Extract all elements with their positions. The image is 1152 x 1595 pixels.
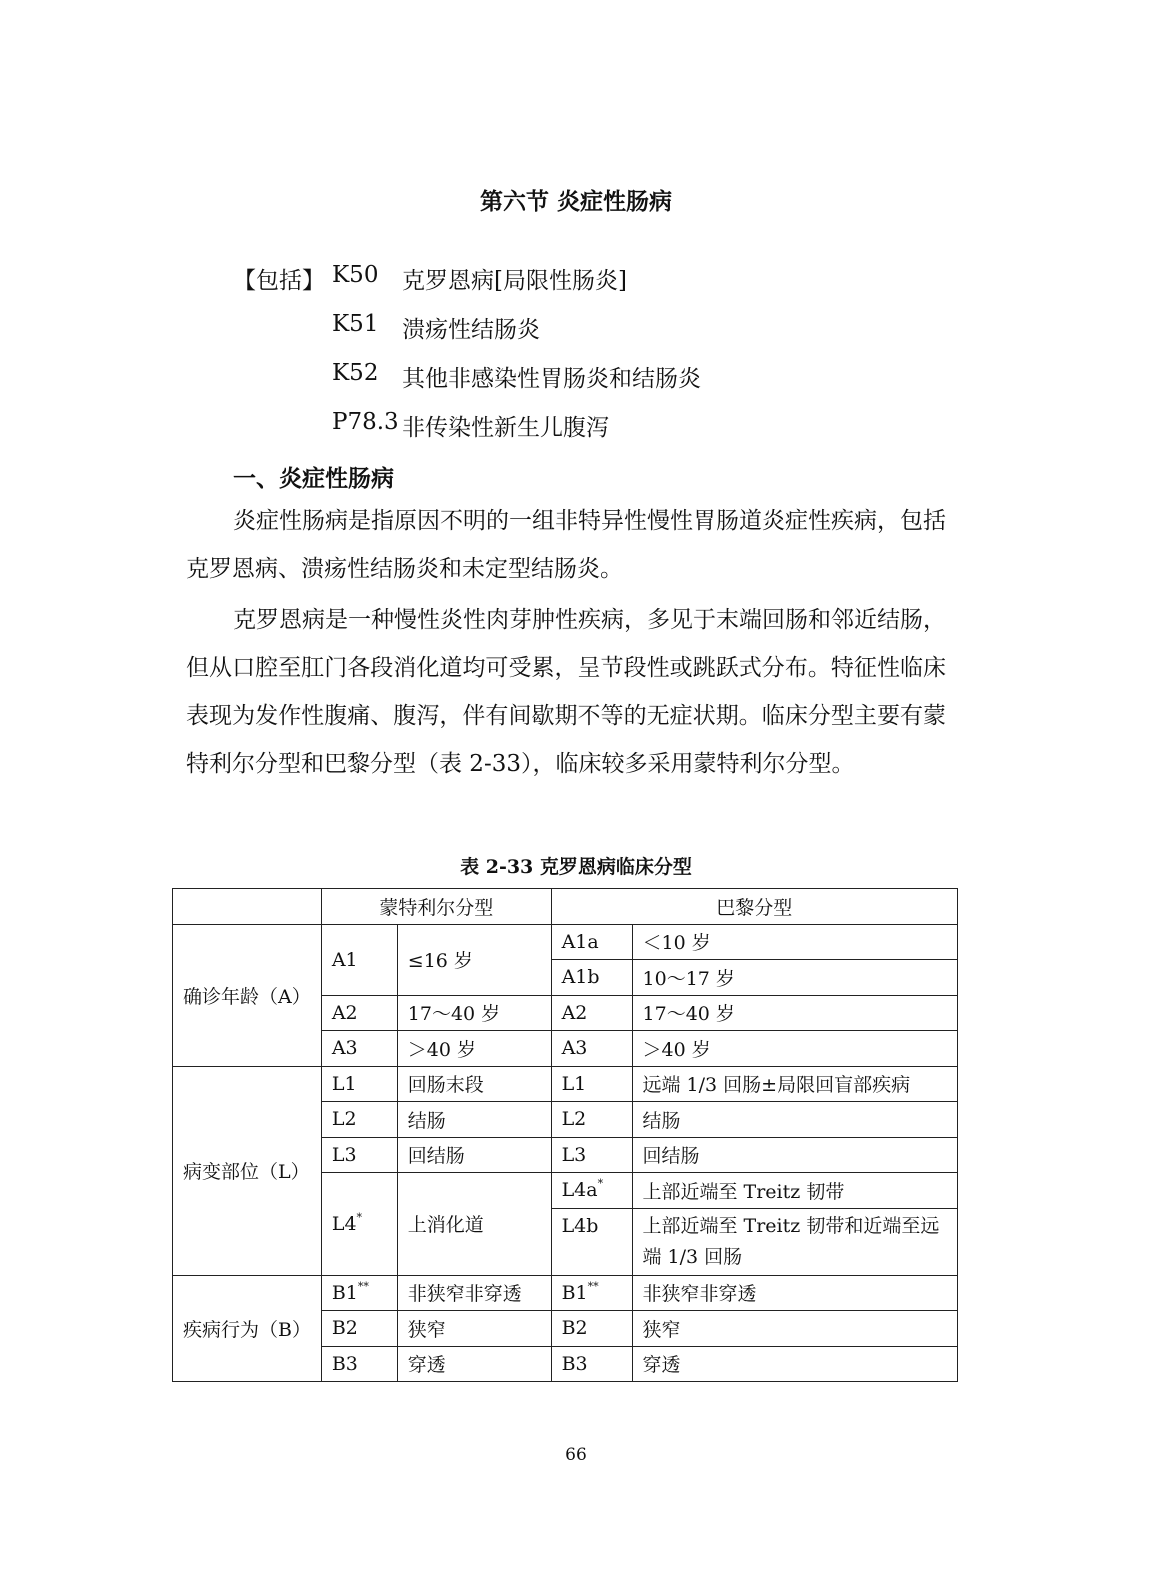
cell-code: A3 bbox=[551, 1031, 632, 1067]
cell-desc: 穿透 bbox=[632, 1346, 957, 1382]
cell-desc: 上消化道 bbox=[397, 1173, 551, 1276]
cell-code bbox=[321, 1275, 397, 1311]
include-desc: 其他非感染性胃肠炎和结肠炎 bbox=[402, 366, 701, 392]
cell-desc: ＞40 岁 bbox=[397, 1031, 551, 1067]
cell-code: L3 bbox=[321, 1137, 397, 1173]
cell-code: A3 bbox=[321, 1031, 397, 1067]
cell-code-text: L4a bbox=[561, 1179, 598, 1202]
cell-desc: ≤16 岁 bbox=[397, 924, 551, 995]
include-code: P78.3 bbox=[332, 409, 399, 435]
header-montreal: 蒙特利尔分型 bbox=[321, 889, 551, 925]
cell-desc: 17～40 岁 bbox=[632, 995, 957, 1031]
table-header-row bbox=[173, 889, 958, 925]
cell-desc: 结肠 bbox=[632, 1102, 957, 1138]
cell-code: A2 bbox=[321, 995, 397, 1031]
include-desc: 非传染性新生儿腹泻 bbox=[402, 415, 609, 441]
cell-code: B3 bbox=[551, 1346, 632, 1382]
footnote-mark: ** bbox=[587, 1279, 599, 1293]
cell-desc: 回结肠 bbox=[632, 1137, 957, 1173]
group-age: 确诊年龄（A） bbox=[173, 924, 322, 1066]
cell-code: A1b bbox=[551, 960, 632, 996]
footnote-mark: ** bbox=[357, 1279, 369, 1293]
table-row bbox=[173, 1275, 958, 1311]
cell-code bbox=[321, 1173, 397, 1276]
section-title: 第六节 炎症性肠病 bbox=[479, 188, 672, 215]
include-code: K52 bbox=[332, 360, 379, 386]
cell-code: L4b bbox=[551, 1208, 632, 1275]
cell-code-text: B1 bbox=[331, 1281, 358, 1304]
include-desc: 溃疡性结肠炎 bbox=[402, 317, 540, 343]
cell-desc: 回肠末段 bbox=[397, 1066, 551, 1102]
cell-code-text: L4 bbox=[331, 1212, 357, 1235]
paragraph-text: 炎症性肠病是指原因不明的一组非特异性慢性胃肠道炎症性疾病，包括克罗恩病、溃疡性结肠炎和未定型结肠炎。 bbox=[186, 508, 946, 582]
includes-label: 【包括】 bbox=[233, 268, 325, 294]
cell-code: B2 bbox=[321, 1311, 397, 1347]
table-caption: 表 2-33 克罗恩病临床分型 bbox=[460, 856, 692, 878]
cell-code: A2 bbox=[551, 995, 632, 1031]
cell-code-text: B1 bbox=[561, 1281, 588, 1304]
cell-code bbox=[551, 1173, 632, 1209]
footnote-mark: * bbox=[597, 1177, 604, 1191]
cell-code bbox=[551, 1275, 632, 1311]
cell-desc: 穿透 bbox=[397, 1346, 551, 1382]
table-row bbox=[173, 924, 958, 960]
cell-code: B3 bbox=[321, 1346, 397, 1382]
cell-code: A1a bbox=[551, 924, 632, 960]
paragraph-text: 克罗恩病是一种慢性炎性肉芽肿性疾病，多见于末端回肠和邻近结肠，但从口腔至肛门各段消化道均可受累，呈节段性或跳跃式分布。特征性临床表现为发作性腹痛、腹泻，伴有间歇期不等的无症状期。临床分型主要有蒙特利尔分型和巴黎分型（表 2-33），临床较多采用蒙特利尔分型。 bbox=[186, 607, 946, 777]
include-desc: 克罗恩病[局限性肠炎] bbox=[402, 268, 627, 294]
cell-desc: ＜10 岁 bbox=[632, 924, 957, 960]
page-number: 66 bbox=[565, 1445, 587, 1465]
cell-desc: 上部近端至 Treitz 韧带 bbox=[632, 1173, 957, 1209]
group-location: 病变部位（L） bbox=[173, 1066, 322, 1275]
cell-code: L1 bbox=[551, 1066, 632, 1102]
cell-code: L3 bbox=[551, 1137, 632, 1173]
table-header-empty bbox=[173, 889, 322, 925]
include-code: K51 bbox=[332, 311, 379, 337]
cell-desc: ＞40 岁 bbox=[632, 1031, 957, 1067]
cell-code: A1 bbox=[321, 924, 397, 995]
cell-desc: 10～17 岁 bbox=[632, 960, 957, 996]
header-paris: 巴黎分型 bbox=[551, 889, 957, 925]
group-behavior: 疾病行为（B） bbox=[173, 1275, 322, 1382]
include-code: K50 bbox=[332, 262, 379, 288]
cell-desc: 结肠 bbox=[397, 1102, 551, 1138]
cell-code: L2 bbox=[321, 1102, 397, 1138]
include-item bbox=[332, 262, 932, 292]
crohn-classification-table bbox=[172, 888, 958, 1382]
paragraph-definition bbox=[186, 497, 946, 593]
cell-code: L2 bbox=[551, 1102, 632, 1138]
cell-desc: 回结肠 bbox=[397, 1137, 551, 1173]
cell-desc: 狭窄 bbox=[397, 1311, 551, 1347]
cell-desc: 17～40 岁 bbox=[397, 995, 551, 1031]
include-item bbox=[332, 360, 932, 390]
heading-inflammatory-bowel-disease: 一、炎症性肠病 bbox=[233, 465, 394, 492]
cell-desc: 非狭窄非穿透 bbox=[397, 1275, 551, 1311]
cell-code: B2 bbox=[551, 1311, 632, 1347]
cell-desc: 狭窄 bbox=[632, 1311, 957, 1347]
footnote-mark: * bbox=[356, 1210, 363, 1224]
include-item bbox=[332, 409, 932, 439]
cell-desc: 非狭窄非穿透 bbox=[632, 1275, 957, 1311]
paragraph-crohn bbox=[186, 596, 946, 788]
cell-desc: 上部近端至 Treitz 韧带和近端至远端 1/3 回肠 bbox=[632, 1208, 957, 1275]
cell-desc: 远端 1/3 回肠±局限回盲部疾病 bbox=[632, 1066, 957, 1102]
table-row bbox=[173, 1066, 958, 1102]
include-item bbox=[332, 311, 932, 341]
cell-code: L1 bbox=[321, 1066, 397, 1102]
